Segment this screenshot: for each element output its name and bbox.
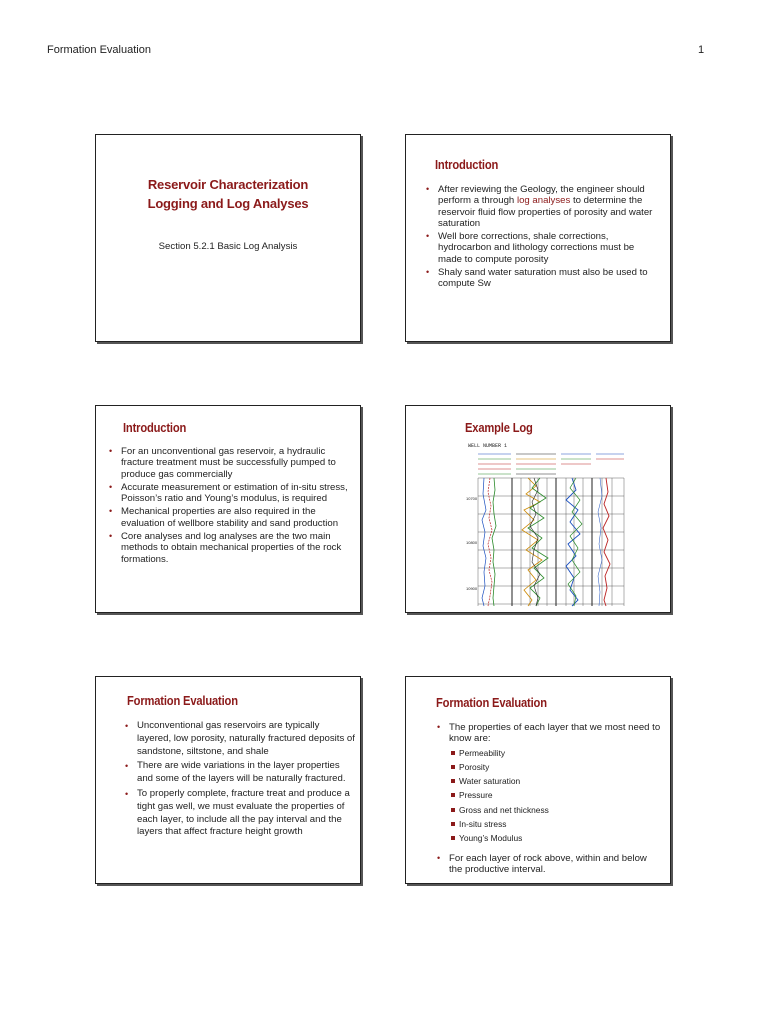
sub-item: Gross and net thickness <box>449 804 661 816</box>
highlighted-term: log analyses <box>516 195 571 207</box>
bullet-list <box>437 722 661 877</box>
list-item: • For an unconventional gas reservoir, a hydraulic fracture treatment must be successfully pumped to produce gas commercially <box>109 446 349 480</box>
list-lead: The properties of each layer that we most need to know are: <box>449 722 661 745</box>
slide-example-log <box>405 405 671 613</box>
list-item: • Mechanical properties are also required in the evaluation of wellbore stability and sand production <box>109 506 349 529</box>
slide-title-line1: Reservoir Characterization <box>147 177 309 192</box>
sub-item: Water saturation <box>449 775 661 787</box>
slide-introduction <box>405 134 671 342</box>
sub-item: Permeability <box>449 747 661 759</box>
bullet-list <box>426 184 658 292</box>
slide-heading: Example Log <box>465 420 533 435</box>
list-item: • Well bore corrections, shale corrections, hydrocarbon and lithology corrections must be made to compute porosity <box>426 231 658 265</box>
sub-item: In-situ stress <box>449 818 661 830</box>
svg-text:10800: 10800 <box>466 540 478 545</box>
svg-text:10900: 10900 <box>466 586 478 591</box>
list-item: • Unconventional gas reservoirs are typically layered, low porosity, naturally fractured deposits of sandstone, siltstone, and shale <box>125 720 355 758</box>
bullet-list <box>109 446 349 567</box>
slide-formation-evaluation <box>95 676 361 884</box>
sub-item: Pressure <box>449 789 661 801</box>
slide-subtitle: Section 5.2.1 Basic Log Analysis <box>158 241 298 252</box>
slide-heading: Formation Evaluation <box>127 693 238 708</box>
slide-heading: Introduction <box>435 157 499 172</box>
list-item: • After reviewing the Geology, the engineer should perform a through log analyses to determine the reservoir fluid flow properties of porosity and water saturation <box>426 184 658 229</box>
document-header-title: Formation Evaluation <box>47 44 151 56</box>
slide-title <box>95 134 361 342</box>
sub-item: Young’s Modulus <box>449 832 661 844</box>
slide-heading: Introduction <box>123 420 187 435</box>
svg-text:10700: 10700 <box>466 496 478 501</box>
sub-list <box>449 747 661 845</box>
page-number: 1 <box>698 44 705 56</box>
slide-introduction-2 <box>95 405 361 613</box>
list-item: • Core analyses and log analyses are the two main methods to obtain mechanical properties of the rock formations. <box>109 531 349 565</box>
list-item: • Shaly sand water saturation must also be used to compute Sw <box>426 267 658 290</box>
svg-text:WELL NUMBER 1: WELL NUMBER 1 <box>468 443 508 449</box>
list-item: • There are wide variations in the layer properties and some of the layers will be naturally fractured. <box>125 760 355 786</box>
well-log-image <box>466 440 626 608</box>
list-item: • To properly complete, fracture treat and produce a tight gas well, we must evaluate the properties of each layer, to include all the pay interval and the layers that affect fracture height growth <box>125 788 355 839</box>
list-item: • For each layer of rock above, within and below the productive interval. <box>437 853 661 876</box>
slide-title-line2: Logging and Log Analyses <box>147 196 309 211</box>
slide-formation-evaluation-2 <box>405 676 671 884</box>
sub-item: Porosity <box>449 761 661 773</box>
bullet-list <box>125 720 355 841</box>
list-item: • Accurate measurement or estimation of in-situ stress, Poisson’s ratio and Young’s modulus, is required <box>109 482 349 505</box>
slide-heading: Formation Evaluation <box>436 695 547 710</box>
list-item <box>437 722 661 845</box>
